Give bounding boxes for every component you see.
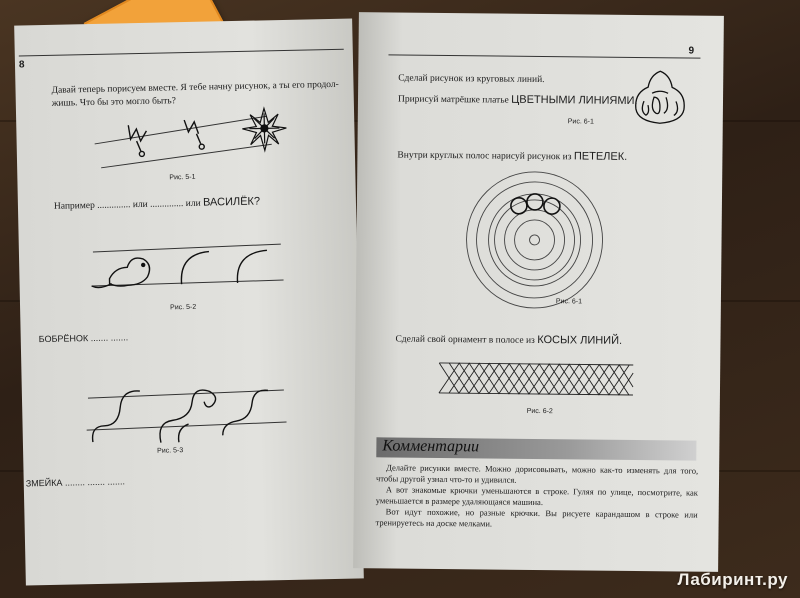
left-page bbox=[14, 19, 364, 586]
blank-dots: .............. bbox=[97, 200, 131, 211]
figure-caption: Рис. 5-1 bbox=[169, 173, 196, 182]
concentric-circles bbox=[356, 168, 722, 312]
figure-5-3 bbox=[21, 358, 361, 455]
snake-label: ЗМЕЙКА ........ ....... ....... bbox=[25, 476, 126, 489]
page-number: 8 bbox=[18, 59, 25, 71]
example-line bbox=[54, 195, 260, 213]
page-number: 9 bbox=[688, 45, 695, 57]
comment-paragraph: Делайте рисунки вместе. Можно дорисовывать, можно как-то изменять для того, чтобы другой узнал что-то и удивился. bbox=[375, 462, 699, 485]
beaver-label: БОБРЁНОК ....... ....... bbox=[38, 332, 129, 345]
figure-caption: Рис. 6-2 bbox=[526, 407, 553, 416]
labirint-watermark: Лабиринт.ру bbox=[677, 570, 788, 589]
header-rule bbox=[388, 54, 700, 58]
comment-paragraph: А вот знакомые крючки уменьшаются в строке. Гуляя по улице, посмотрите, как уменьшается в размере удаляющаяся машина. bbox=[375, 484, 698, 508]
matryoshka-drawing bbox=[630, 67, 691, 128]
task-prefix: Пририсуй матрёшке платье bbox=[397, 94, 509, 106]
or-word: или bbox=[132, 199, 148, 211]
figure-5-2 bbox=[18, 218, 358, 315]
task-circular-lines: Сделай рисунок из круговых линий. bbox=[398, 73, 545, 86]
task-loops bbox=[397, 149, 627, 165]
comment-paragraph: Вот идут похожие, но разные крючки. Вы рисуете карандашом в строке или тренируетесь на доске мелками. bbox=[375, 506, 698, 529]
or-word: или bbox=[185, 198, 201, 210]
task-prefix: Внутри круглых полос нарисуй рисунок из bbox=[397, 150, 572, 163]
figure-5-1 bbox=[14, 19, 355, 196]
right-page bbox=[353, 12, 724, 572]
task-caps: КОСЫХ ЛИНИЙ. bbox=[537, 333, 623, 347]
example-answer: ВАСИЛЁК? bbox=[202, 195, 261, 209]
task-caps: ЦВЕТНЫМИ ЛИНИЯМИ. bbox=[511, 93, 638, 108]
intro-line: Давай теперь порисуем вместе. Я тебе начну рисунок, а ты его продол- bbox=[51, 79, 339, 96]
example-prefix: Например bbox=[53, 200, 95, 212]
task-slanted-lines bbox=[395, 333, 622, 349]
blank-dots: .............. bbox=[150, 199, 184, 210]
task-caps: ПЕТЕЛЕК. bbox=[573, 150, 628, 163]
intro-line: жишь. Что бы это могло быть? bbox=[51, 96, 177, 109]
comments-body bbox=[376, 462, 699, 531]
figure-caption: Рис. 6-1 bbox=[567, 118, 594, 126]
figure-6-2-ornament bbox=[355, 354, 721, 408]
figure-caption: Рис. 6-1 bbox=[555, 298, 583, 306]
task-prefix: Сделай свой орнамент в полосе из bbox=[395, 334, 535, 346]
figure-caption: Рис. 5-3 bbox=[157, 447, 184, 455]
task-matryoshka bbox=[398, 93, 638, 110]
figure-caption: Рис. 5-2 bbox=[170, 303, 197, 312]
comments-title: Комментарии bbox=[382, 437, 480, 456]
